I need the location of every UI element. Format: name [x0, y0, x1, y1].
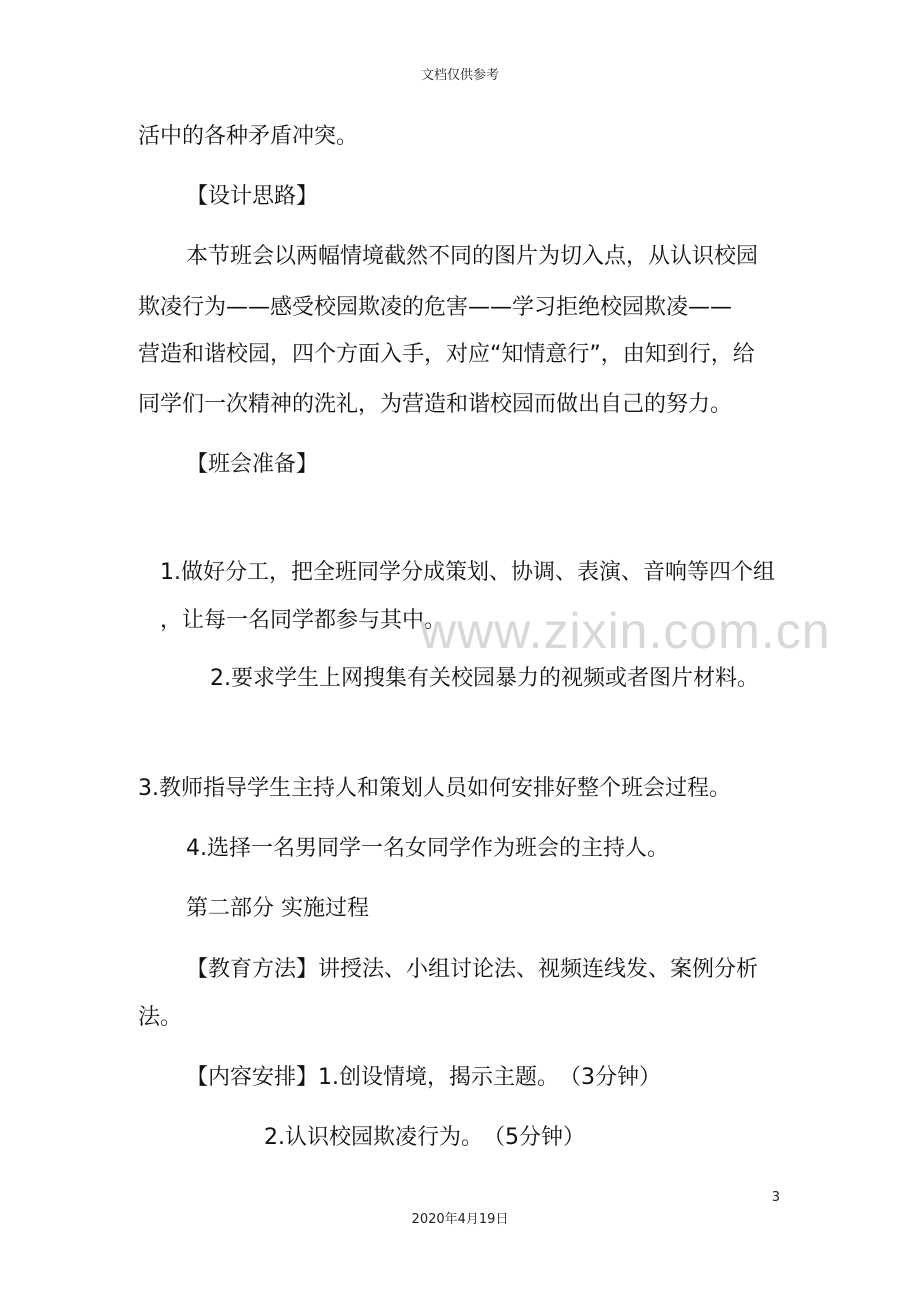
text-line: 【内容安排】1.创设情境，揭示主题。 （3分钟） [186, 1065, 661, 1090]
list-item: 4.选择一名男同学一名女同学作为班会的主持人。 [186, 836, 669, 861]
text-line: 法。 [138, 1005, 183, 1030]
text-line: 营造和谐校园，四个方面入手，对应“知情意行”，由知到行，给 [138, 342, 755, 367]
watermark: www.zixin.com.cn [420, 603, 831, 659]
text-line: 活中的各种矛盾冲突。 [138, 124, 359, 149]
list-item: 2.要求学生上网搜集有关校园暴力的视频或者图片材料。 [210, 666, 759, 691]
text-line: 【教育方法】讲授法、小组讨论法、视频连线发、案例分析 [186, 957, 759, 982]
list-item: 3.教师指导学生主持人和策划人员如何安排好整个班会过程。 [138, 776, 731, 801]
page-header: 文档仅供参考 [420, 68, 499, 83]
text-line: 欺凌行为——感受校园欺凌的危害——学习拒绝校园欺凌—— [138, 295, 733, 320]
text-line: 本节班会以两幅情境截然不同的图片为切入点，从认识校园 [186, 244, 759, 269]
page-footer-date: 2020年4月19日 [411, 1212, 509, 1227]
section-heading-design: 【设计思路】 [186, 184, 319, 209]
text-line: 同学们一次精神的洗礼，为营造和谐校园而做出自己的努力。 [138, 392, 733, 417]
list-item-continuation: ，让每一名同学都参与其中。 [160, 608, 447, 633]
text-line: 2.认识校园欺凌行为。 （5分钟） [264, 1125, 585, 1150]
list-item: 1.做好分工，把全班同学分成策划、协调、表演、音响等四个组 [160, 560, 775, 585]
part-heading: 第二部分 实施过程 [186, 896, 369, 921]
page-number: 3 [771, 1190, 780, 1205]
section-heading-preparation: 【班会准备】 [186, 452, 319, 477]
